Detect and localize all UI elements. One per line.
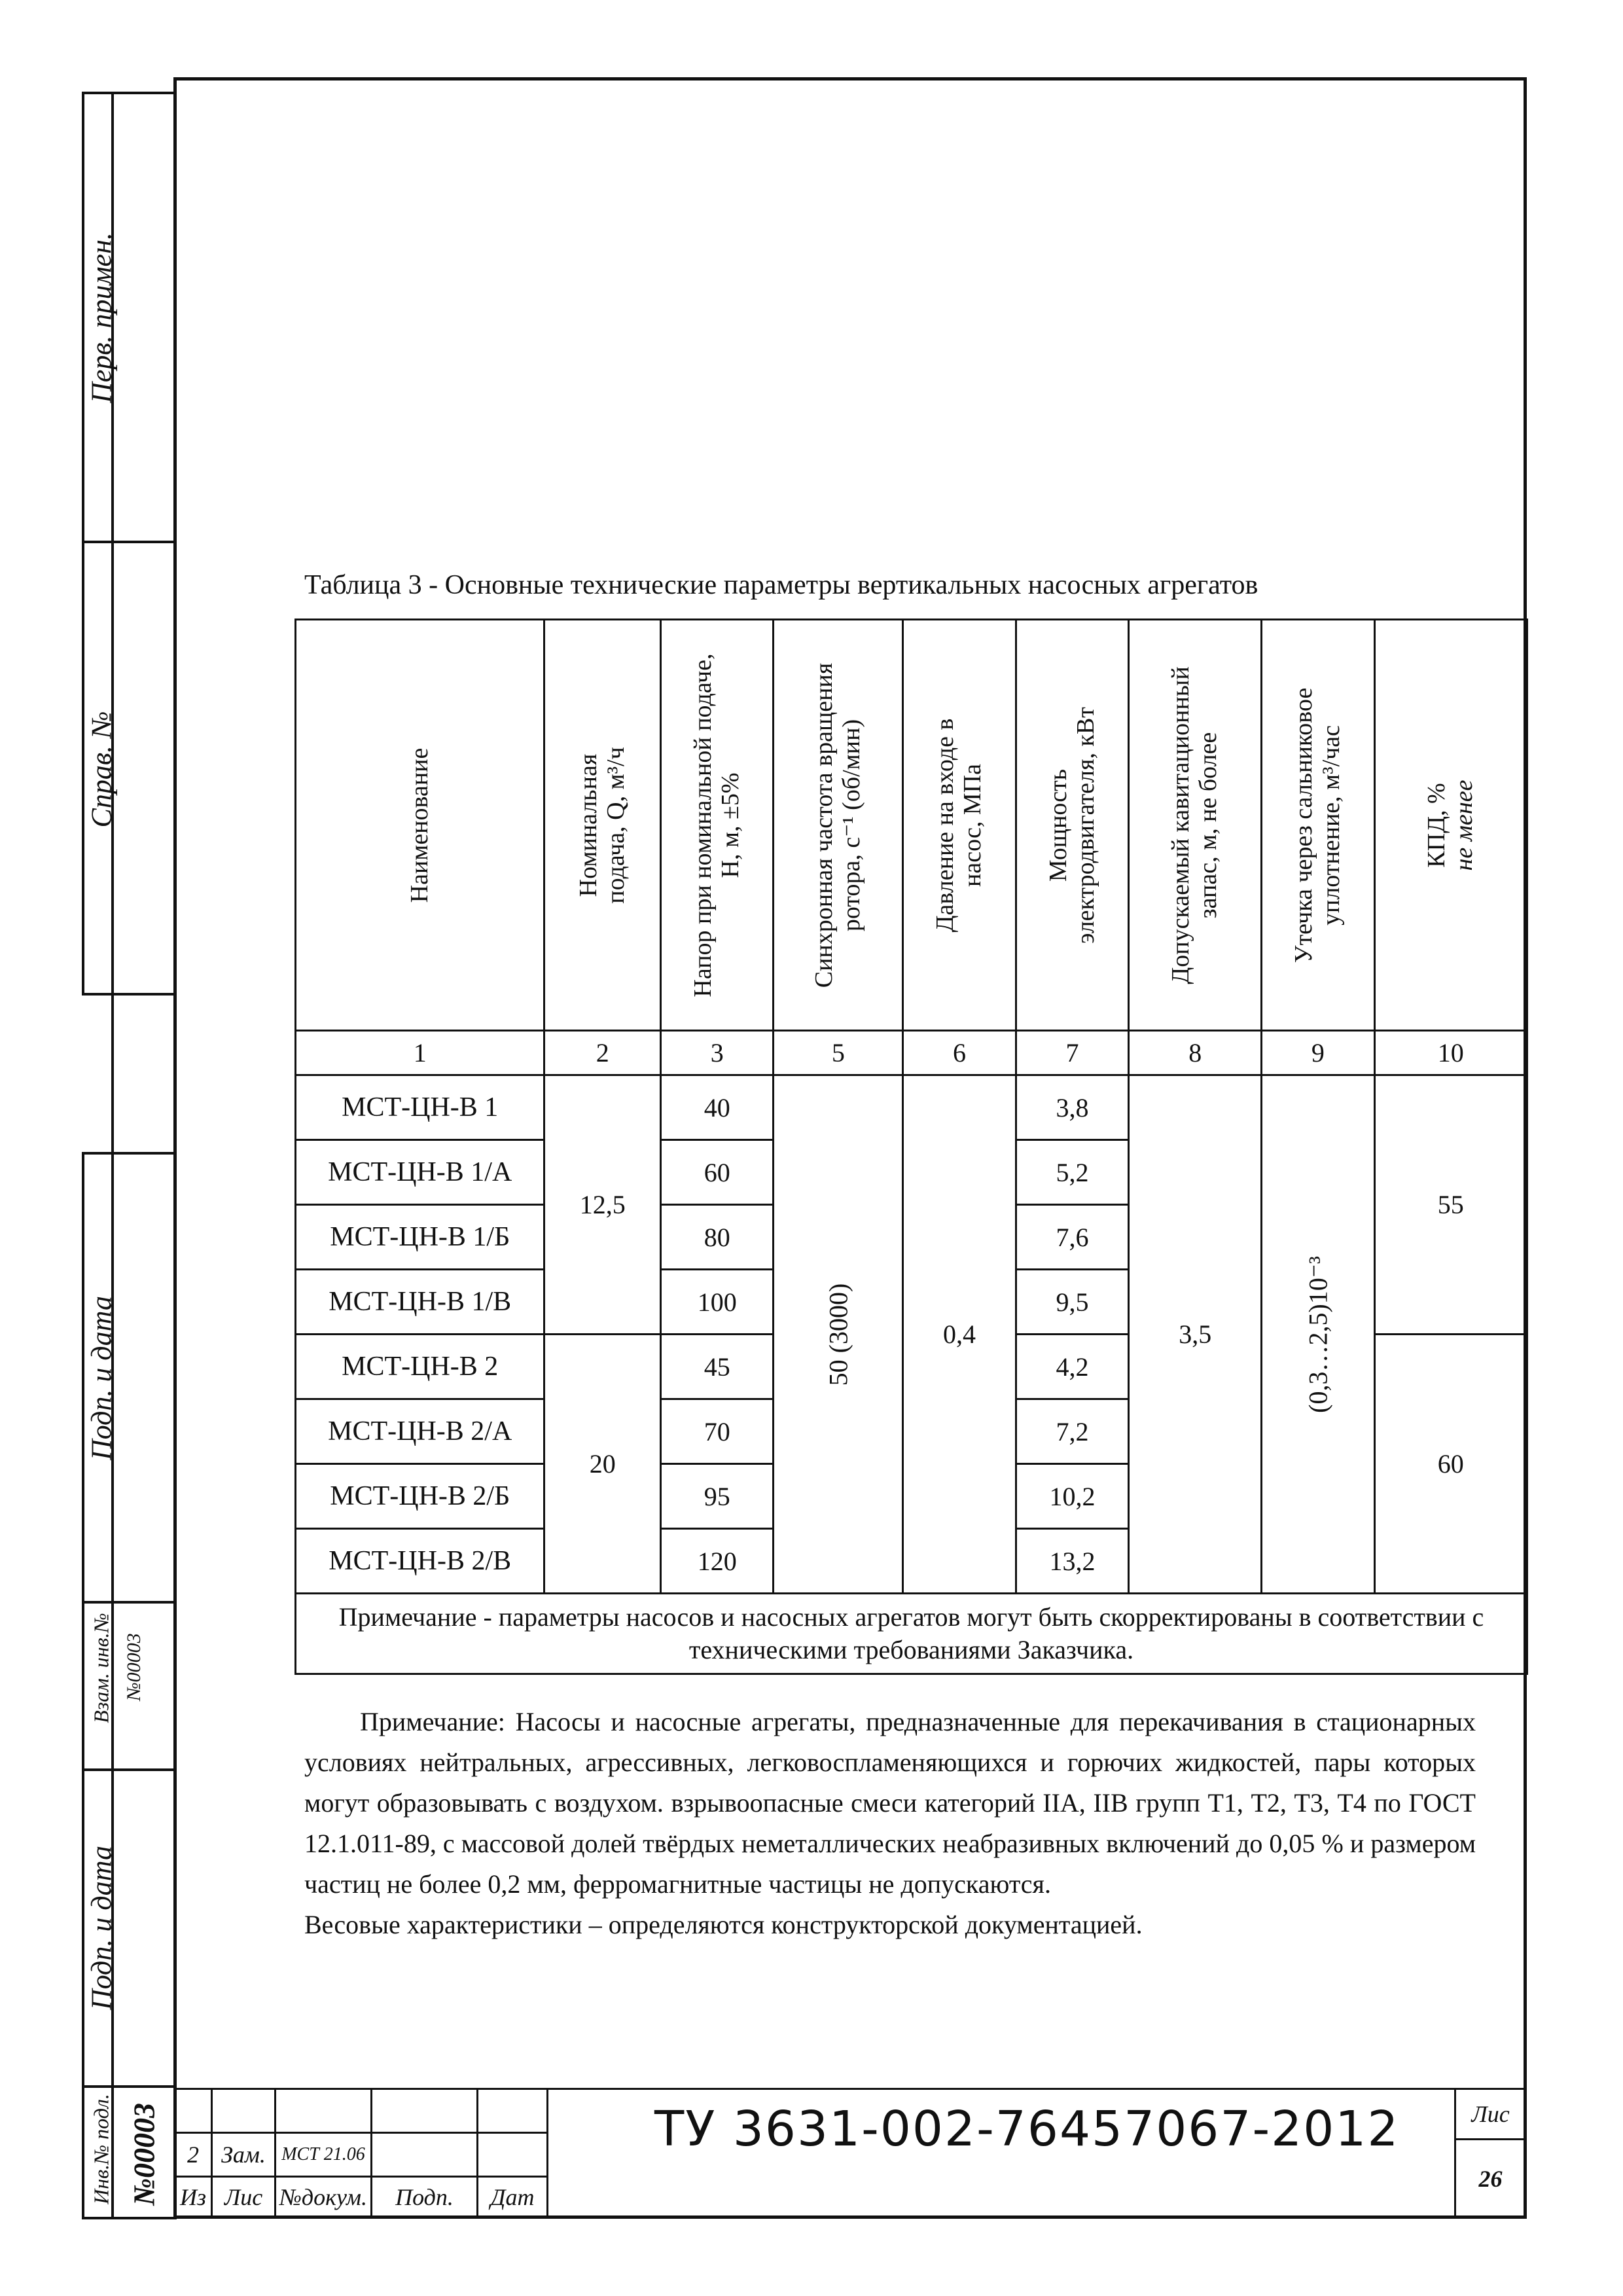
header-leak: Утечка через сальниковое уплотнение, м³/час xyxy=(1262,620,1374,1031)
leak-value: (0,3…2,5)10⁻³ xyxy=(1262,1075,1374,1594)
stamp-change-no: 2 xyxy=(173,2132,213,2178)
row-head: 80 xyxy=(661,1205,774,1270)
col-number: 10 xyxy=(1374,1031,1527,1075)
row-name: МСТ-ЦН-В 1/В xyxy=(296,1270,544,1335)
table-caption: Таблица 3 - Основные технические параметры вертикальных насосных агрегатов xyxy=(304,570,1258,600)
row-head: 45 xyxy=(661,1335,774,1399)
label-sprav-no: Справ. № xyxy=(85,711,118,828)
stamp-doc-no-label: №докум. xyxy=(274,2176,372,2219)
row-head: 95 xyxy=(661,1464,774,1529)
row-power: 10,2 xyxy=(1016,1464,1128,1529)
rotation-value: 50 (3000) xyxy=(774,1075,903,1594)
header-name: Наименование xyxy=(296,620,544,1031)
header-flow: Номинальная подача, Q, м³/ч xyxy=(544,620,661,1031)
stamp-cell xyxy=(370,2132,478,2178)
row-name: МСТ-ЦН-В 1 xyxy=(296,1075,544,1140)
label-perv-primen: Перв. примен. xyxy=(85,232,118,403)
row-name: МСТ-ЦН-В 1/Б xyxy=(296,1205,544,1270)
label-inv-podl-value: №00003 xyxy=(127,2102,161,2206)
row-power: 13,2 xyxy=(1016,1529,1128,1594)
row-name: МСТ-ЦН-В 2/А xyxy=(296,1399,544,1464)
parameters-table xyxy=(294,619,1528,1675)
stamp-doc-ref: МСТ 21.06 xyxy=(274,2132,372,2178)
stamp-cell xyxy=(476,2088,548,2134)
row-power: 3,8 xyxy=(1016,1075,1128,1140)
col-number: 7 xyxy=(1016,1031,1128,1075)
row-head: 40 xyxy=(661,1075,774,1140)
row-power: 7,2 xyxy=(1016,1399,1128,1464)
table-note: Примечание - параметры насосов и насосных агрегатов могут быть скорректированы в соответствии с техническими требованиями Заказчика. xyxy=(296,1594,1527,1674)
col-number: 1 xyxy=(296,1031,544,1075)
body-note-paragraph: Примечание: Насосы и насосные агрегаты, предназначенные для перекачивания в стационарных условиях нейтральных, агрессивных, легковоспламеняющихся и горючих жидкостей, пары которых могут образовывать с воздухом. взрывоопасные смеси категорий IIА, IIВ групп Т1, Т2, Т3, Т4 по ГОСТ 12.1.011-89, с массовой долей твёрдых неметаллических неабразивных включений до 0,05 % и размером частиц не более 0,2 мм, ферромагнитные частицы не допускаются. xyxy=(304,1707,1476,1899)
header-rotation: Синхронная частота вращения ротора, с⁻¹ (об/мин) xyxy=(774,620,903,1031)
col-number: 8 xyxy=(1129,1031,1262,1075)
header-head: Напор при номинальной подаче, Н, м, ±5% xyxy=(661,620,774,1031)
label-vzam-inv: Взам. инв.№ xyxy=(89,1613,113,1723)
inlet-pressure-value: 0,4 xyxy=(903,1075,1016,1594)
col-number: 3 xyxy=(661,1031,774,1075)
stamp-cell xyxy=(370,2088,478,2134)
stamp-zam: Зам. xyxy=(211,2132,276,2178)
col-number: 2 xyxy=(544,1031,661,1075)
flow-group-1: 12,5 xyxy=(544,1075,661,1335)
row-name: МСТ-ЦН-В 2/В xyxy=(296,1529,544,1594)
row-head: 120 xyxy=(661,1529,774,1594)
header-efficiency-min: не менее xyxy=(1450,780,1478,870)
stamp-cell xyxy=(476,2132,548,2178)
stamp-cell xyxy=(211,2088,276,2134)
label-podp-data-2: Подп. и дата xyxy=(85,1845,118,2011)
row-power: 9,5 xyxy=(1016,1270,1128,1335)
row-name: МСТ-ЦН-В 2 xyxy=(296,1335,544,1399)
row-power: 5,2 xyxy=(1016,1140,1128,1205)
body-note xyxy=(304,1702,1476,1945)
col-number: 5 xyxy=(774,1031,903,1075)
row-name: МСТ-ЦН-В 1/А xyxy=(296,1140,544,1205)
header-npsh: Допускаемый кавитационный запас, м, не более xyxy=(1129,620,1262,1031)
stamp-sign-label: Подп. xyxy=(370,2176,478,2219)
eff-group-2: 60 xyxy=(1374,1335,1527,1594)
col-number: 6 xyxy=(903,1031,1016,1075)
header-power: Мощность электродвигателя, кВт xyxy=(1016,620,1128,1031)
stamp-date-label: Дат xyxy=(476,2176,548,2219)
row-power: 7,6 xyxy=(1016,1205,1128,1270)
row-name: МСТ-ЦН-В 2/Б xyxy=(296,1464,544,1529)
stamp-list-label: Лис xyxy=(211,2176,276,2219)
stamp-cell xyxy=(173,2088,213,2134)
stamp-sheet-label: Лис xyxy=(1454,2088,1527,2140)
stamp-cell xyxy=(274,2088,372,2134)
document-code: ТУ 3631-002-76457067-2012 xyxy=(654,2101,1400,2157)
col-number: 9 xyxy=(1262,1031,1374,1075)
flow-group-2: 20 xyxy=(544,1335,661,1594)
weight-note: Весовые характеристики – определяются конструкторской документацией. xyxy=(304,1910,1143,1939)
row-head: 100 xyxy=(661,1270,774,1335)
row-power: 4,2 xyxy=(1016,1335,1128,1399)
npsh-value: 3,5 xyxy=(1129,1075,1262,1594)
header-efficiency: КПД, % не менее xyxy=(1374,620,1527,1031)
row-head: 60 xyxy=(661,1140,774,1205)
stamp-sheet-no: 26 xyxy=(1454,2138,1527,2219)
row-head: 70 xyxy=(661,1399,774,1464)
label-podp-data-1: Подп. и дата xyxy=(85,1295,118,1461)
stamp-izm: Из xyxy=(173,2176,213,2219)
label-vzam-inv-value: №00003 xyxy=(123,1633,145,1701)
label-inv-podl: Инв.№ подл. xyxy=(89,2094,113,2204)
header-inlet-pressure: Давление на входе в насос, МПа xyxy=(903,620,1016,1031)
eff-group-1: 55 xyxy=(1374,1075,1527,1335)
